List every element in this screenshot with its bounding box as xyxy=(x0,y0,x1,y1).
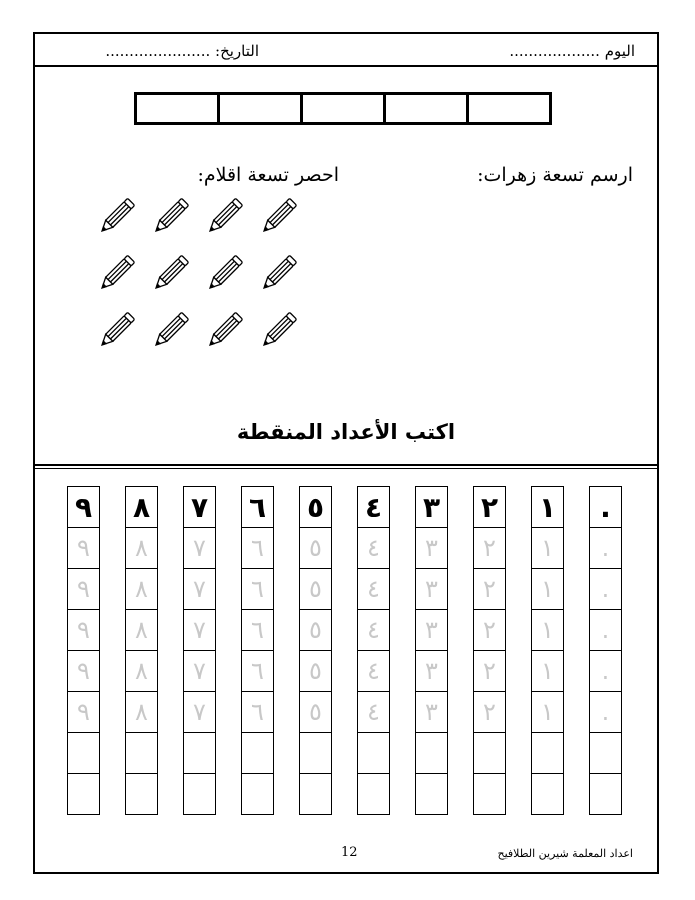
pencil-icon xyxy=(93,249,141,297)
trace-digit-cell[interactable] xyxy=(241,568,274,610)
trace-digit-cell[interactable] xyxy=(67,527,100,569)
dotted-digit: ٩ xyxy=(77,698,90,726)
model-digit-cell[interactable] xyxy=(589,486,622,528)
dotted-digit: ٧ xyxy=(193,698,206,726)
dotted-digit: ١ xyxy=(541,698,554,726)
model-digit: ٤ xyxy=(364,490,383,524)
digit-column xyxy=(67,486,100,815)
pencil-icon xyxy=(201,306,249,354)
dotted-digit: ٢ xyxy=(483,575,496,603)
header-divider xyxy=(35,65,657,67)
date-label: التاريخ: ...................... xyxy=(105,42,259,60)
dotted-digit: ٧ xyxy=(193,575,206,603)
trace-digit-cell[interactable] xyxy=(183,691,216,733)
model-digit-cell[interactable] xyxy=(241,486,274,528)
trace-digit-cell[interactable] xyxy=(473,691,506,733)
model-digit: ٣ xyxy=(422,490,441,524)
blank-writing-cell[interactable] xyxy=(125,732,158,774)
blank-writing-cell[interactable] xyxy=(67,732,100,774)
digit-column xyxy=(473,486,506,815)
trace-digit-cell[interactable] xyxy=(183,609,216,651)
blank-writing-cell[interactable] xyxy=(415,732,448,774)
dotted-digit: ٨ xyxy=(135,534,148,562)
model-digit: . xyxy=(600,490,611,524)
pencil-icon xyxy=(93,192,141,240)
empty-box-row xyxy=(134,92,564,125)
dotted-digit: ٣ xyxy=(425,657,438,685)
model-digit: ٥ xyxy=(306,490,325,524)
model-digit-cell[interactable] xyxy=(125,486,158,528)
model-digit: ١ xyxy=(538,490,557,524)
trace-digit-cell[interactable] xyxy=(125,568,158,610)
dotted-digit: ٤ xyxy=(367,698,380,726)
pencil-icon xyxy=(93,306,141,354)
blank-writing-cell[interactable] xyxy=(241,773,274,815)
dotted-digit: ٨ xyxy=(135,616,148,644)
trace-digit-cell[interactable] xyxy=(183,650,216,692)
blank-writing-cell[interactable] xyxy=(473,732,506,774)
trace-digit-cell[interactable] xyxy=(183,568,216,610)
worksheet-title: اكتب الأعداد المنقطة xyxy=(236,420,456,444)
dotted-digit: ٥ xyxy=(309,534,322,562)
section-divider xyxy=(35,464,657,466)
dotted-digit: ٥ xyxy=(309,616,322,644)
trace-digit-cell[interactable] xyxy=(241,650,274,692)
dotted-digit: ٢ xyxy=(483,657,496,685)
trace-digit-cell[interactable] xyxy=(415,527,448,569)
blank-writing-cell[interactable] xyxy=(125,773,158,815)
trace-digit-cell[interactable] xyxy=(241,609,274,651)
trace-digit-cell[interactable] xyxy=(67,609,100,651)
dotted-digit: ٩ xyxy=(77,575,90,603)
section-divider-thin xyxy=(35,468,657,469)
empty-box[interactable] xyxy=(383,92,469,125)
trace-digit-cell[interactable] xyxy=(531,527,564,569)
blank-writing-cell[interactable] xyxy=(357,732,390,774)
dotted-digit: ٢ xyxy=(483,616,496,644)
digit-column xyxy=(125,486,158,815)
trace-digit-cell[interactable] xyxy=(357,650,390,692)
trace-digit-cell[interactable] xyxy=(125,691,158,733)
dotted-digit: ٦ xyxy=(251,657,264,685)
dotted-digit: ٨ xyxy=(135,657,148,685)
blank-writing-cell[interactable] xyxy=(241,732,274,774)
trace-digit-cell[interactable] xyxy=(125,650,158,692)
dotted-digit: ٦ xyxy=(251,698,264,726)
pencil-group xyxy=(93,192,323,362)
empty-box[interactable] xyxy=(300,92,386,125)
trace-digit-cell[interactable] xyxy=(299,650,332,692)
blank-writing-cell[interactable] xyxy=(299,732,332,774)
trace-digit-cell[interactable] xyxy=(415,650,448,692)
trace-digit-cell[interactable] xyxy=(473,527,506,569)
dotted-digit: ٣ xyxy=(425,534,438,562)
digit-column xyxy=(357,486,390,815)
model-digit: ٨ xyxy=(132,490,151,524)
trace-digit-cell[interactable] xyxy=(299,691,332,733)
model-digit-cell[interactable] xyxy=(67,486,100,528)
dotted-digit: ٦ xyxy=(251,534,264,562)
trace-digit-cell[interactable] xyxy=(241,691,274,733)
dotted-digit: ٣ xyxy=(425,575,438,603)
blank-writing-cell[interactable] xyxy=(183,732,216,774)
dotted-digit: ٧ xyxy=(193,616,206,644)
blank-writing-cell[interactable] xyxy=(589,732,622,774)
dotted-digit: ١ xyxy=(541,657,554,685)
model-digit: ٩ xyxy=(74,490,93,524)
blank-writing-cell[interactable] xyxy=(589,773,622,815)
dotted-digit: ٩ xyxy=(77,616,90,644)
dotted-digit: ٥ xyxy=(309,657,322,685)
trace-digit-cell[interactable] xyxy=(589,650,622,692)
trace-digit-cell[interactable] xyxy=(473,650,506,692)
trace-digit-cell[interactable] xyxy=(357,568,390,610)
pencil-icon xyxy=(147,306,195,354)
model-digit-cell[interactable] xyxy=(183,486,216,528)
blank-writing-cell[interactable] xyxy=(531,773,564,815)
trace-digit-cell[interactable] xyxy=(531,568,564,610)
trace-digit-cell[interactable] xyxy=(67,650,100,692)
blank-writing-cell[interactable] xyxy=(531,732,564,774)
pencil-icon xyxy=(147,249,195,297)
dotted-digit: ٢ xyxy=(483,698,496,726)
dotted-digit: ٥ xyxy=(309,575,322,603)
blank-writing-cell[interactable] xyxy=(357,773,390,815)
dotted-digit: . xyxy=(601,534,610,562)
dotted-digit: ٩ xyxy=(77,657,90,685)
pencil-icon xyxy=(255,192,303,240)
trace-digit-cell[interactable] xyxy=(67,691,100,733)
trace-digit-cell[interactable] xyxy=(183,527,216,569)
dotted-digit: ٥ xyxy=(309,698,322,726)
pencil-icon xyxy=(255,306,303,354)
trace-digit-cell[interactable] xyxy=(531,650,564,692)
model-digit: ٦ xyxy=(248,490,267,524)
dotted-digit: . xyxy=(601,698,610,726)
empty-box[interactable] xyxy=(134,92,220,125)
trace-digit-cell[interactable] xyxy=(357,527,390,569)
trace-digit-cell[interactable] xyxy=(67,568,100,610)
digit-column xyxy=(241,486,274,815)
dotted-digit: ٢ xyxy=(483,534,496,562)
blank-writing-cell[interactable] xyxy=(299,773,332,815)
dotted-digit: ٣ xyxy=(425,698,438,726)
trace-digit-cell[interactable] xyxy=(415,609,448,651)
dotted-digit: . xyxy=(601,657,610,685)
dotted-digit: ١ xyxy=(541,616,554,644)
model-digit-cell[interactable] xyxy=(299,486,332,528)
dotted-digit: ٣ xyxy=(425,616,438,644)
blank-writing-cell[interactable] xyxy=(415,773,448,815)
count-pencils-instruction: احصر تسعة اقلام: xyxy=(197,164,339,186)
trace-digit-cell[interactable] xyxy=(299,568,332,610)
trace-digit-cell[interactable] xyxy=(299,609,332,651)
pencil-icon xyxy=(201,192,249,240)
dotted-digit: ٩ xyxy=(77,534,90,562)
dotted-digit: ٧ xyxy=(193,657,206,685)
model-digit: ٢ xyxy=(480,490,499,524)
digit-column xyxy=(531,486,564,815)
digit-column xyxy=(415,486,448,815)
trace-digit-cell[interactable] xyxy=(589,527,622,569)
digit-column xyxy=(299,486,332,815)
dotted-digit: ٤ xyxy=(367,575,380,603)
dotted-digit: ٤ xyxy=(367,616,380,644)
trace-digit-cell[interactable] xyxy=(589,609,622,651)
trace-digit-cell[interactable] xyxy=(473,609,506,651)
day-label: اليوم ................... xyxy=(509,42,635,60)
pencil-icon xyxy=(147,192,195,240)
model-digit-cell[interactable] xyxy=(531,486,564,528)
pencil-icon xyxy=(201,249,249,297)
dotted-digit: . xyxy=(601,575,610,603)
trace-digit-cell[interactable] xyxy=(531,609,564,651)
trace-digit-cell[interactable] xyxy=(125,527,158,569)
blank-writing-cell[interactable] xyxy=(67,773,100,815)
dotted-digit: ٨ xyxy=(135,698,148,726)
trace-digit-cell[interactable] xyxy=(415,691,448,733)
dotted-digit: ١ xyxy=(541,534,554,562)
dotted-digit: ٨ xyxy=(135,575,148,603)
trace-digit-cell[interactable] xyxy=(357,609,390,651)
draw-flowers-instruction: ارسم تسعة زهرات: xyxy=(477,164,633,186)
model-digit-cell[interactable] xyxy=(415,486,448,528)
dotted-digit: . xyxy=(601,616,610,644)
empty-box[interactable] xyxy=(217,92,303,125)
empty-box[interactable] xyxy=(466,92,552,125)
dotted-digit: ٦ xyxy=(251,575,264,603)
dotted-digit: ٦ xyxy=(251,616,264,644)
dotted-digit: ٧ xyxy=(193,534,206,562)
trace-digit-cell[interactable] xyxy=(531,691,564,733)
trace-digit-cell[interactable] xyxy=(241,527,274,569)
model-digit-cell[interactable] xyxy=(357,486,390,528)
model-digit-cell[interactable] xyxy=(473,486,506,528)
trace-digit-cell[interactable] xyxy=(415,568,448,610)
dotted-digit: ٤ xyxy=(367,534,380,562)
pencil-icon xyxy=(255,249,303,297)
worksheet-frame xyxy=(33,32,659,874)
trace-digit-cell[interactable] xyxy=(473,568,506,610)
trace-digit-cell[interactable] xyxy=(357,691,390,733)
trace-digit-cell[interactable] xyxy=(125,609,158,651)
blank-writing-cell[interactable] xyxy=(183,773,216,815)
trace-digit-cell[interactable] xyxy=(589,691,622,733)
dotted-digit: ١ xyxy=(541,575,554,603)
dotted-digit: ٤ xyxy=(367,657,380,685)
trace-digit-cell[interactable] xyxy=(299,527,332,569)
trace-digit-cell[interactable] xyxy=(589,568,622,610)
page-number: 12 xyxy=(341,845,358,860)
digit-column xyxy=(589,486,622,815)
blank-writing-cell[interactable] xyxy=(473,773,506,815)
digit-column xyxy=(183,486,216,815)
author-credit: اعداد المعلمة شيرين الطلافيح xyxy=(497,847,633,860)
model-digit: ٧ xyxy=(190,490,209,524)
